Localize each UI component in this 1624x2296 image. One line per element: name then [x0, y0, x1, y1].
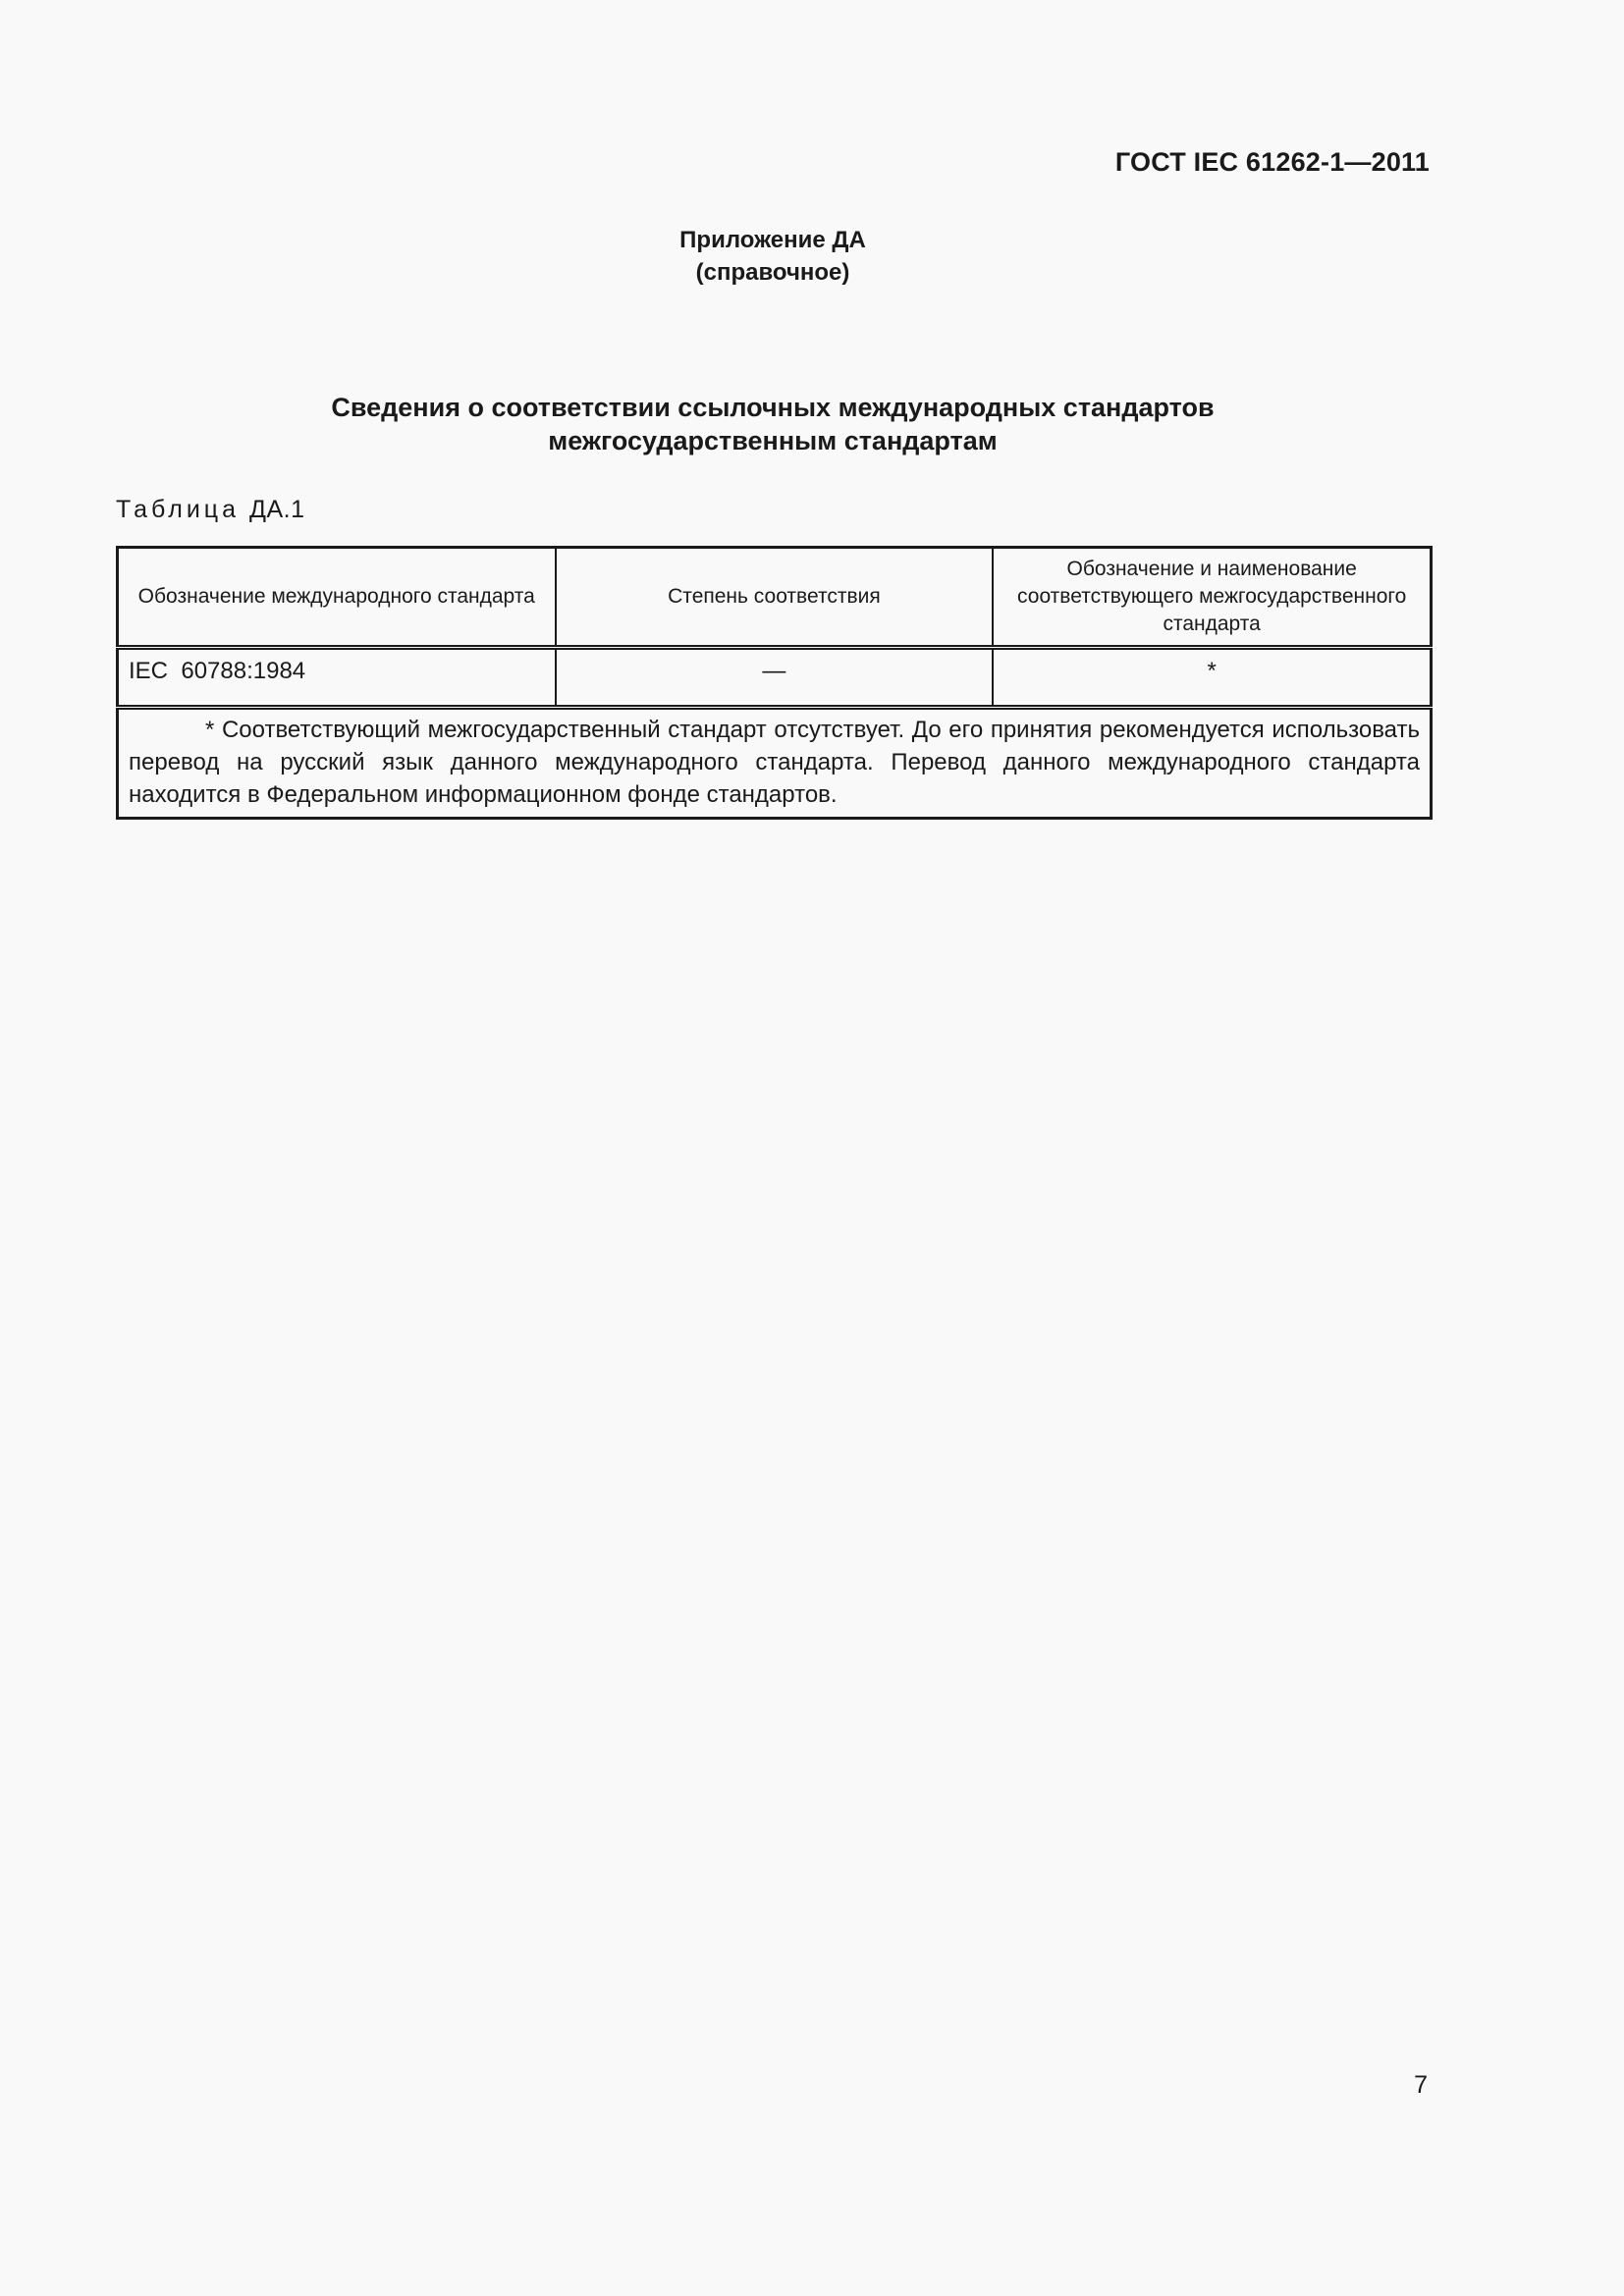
- column-header-conformity-degree: Степень соответствия: [556, 548, 994, 648]
- table-caption: [116, 496, 305, 524]
- cell-interstate-standard: *: [993, 648, 1431, 708]
- section-title-line2: межгосударственным стандартам: [548, 426, 998, 455]
- table-caption-word: Таблица: [116, 496, 241, 523]
- cell-conformity-degree: —: [556, 648, 994, 708]
- page-number: 7: [1414, 2071, 1428, 2099]
- standards-table: [116, 546, 1433, 820]
- column-header-interstate-standard: Обозначение и наименование соответствующего межгосударственного стандарта: [993, 548, 1431, 648]
- appendix-heading: [0, 224, 1545, 289]
- section-title: [0, 391, 1545, 457]
- column-header-international-designation: Обозначение международного стандарта: [118, 548, 556, 648]
- section-title-line1: Сведения о соответствии ссылочных международных стандартов: [331, 393, 1215, 422]
- appendix-subtitle: (справочное): [695, 259, 850, 286]
- table-caption-number: ДА.1: [249, 496, 305, 523]
- table-note-cell: [118, 708, 1432, 819]
- table-note: * Соответствующий межгосударственный стандарт отсутствует. До его принятия рекомендуется использовать перевод на русский язык данного международного стандарта. Перевод данного международного стандарта находится в Федеральном информационном фонде стандартов.: [129, 717, 1420, 808]
- table-note-row: [118, 708, 1432, 819]
- document-code: ГОСТ IEC 61262-1—2011: [1114, 147, 1430, 177]
- cell-international-designation: IEC 60788:1984: [118, 648, 556, 708]
- table-header-row: [118, 548, 1432, 648]
- table-row: [118, 648, 1432, 708]
- appendix-title: Приложение ДА: [679, 227, 866, 253]
